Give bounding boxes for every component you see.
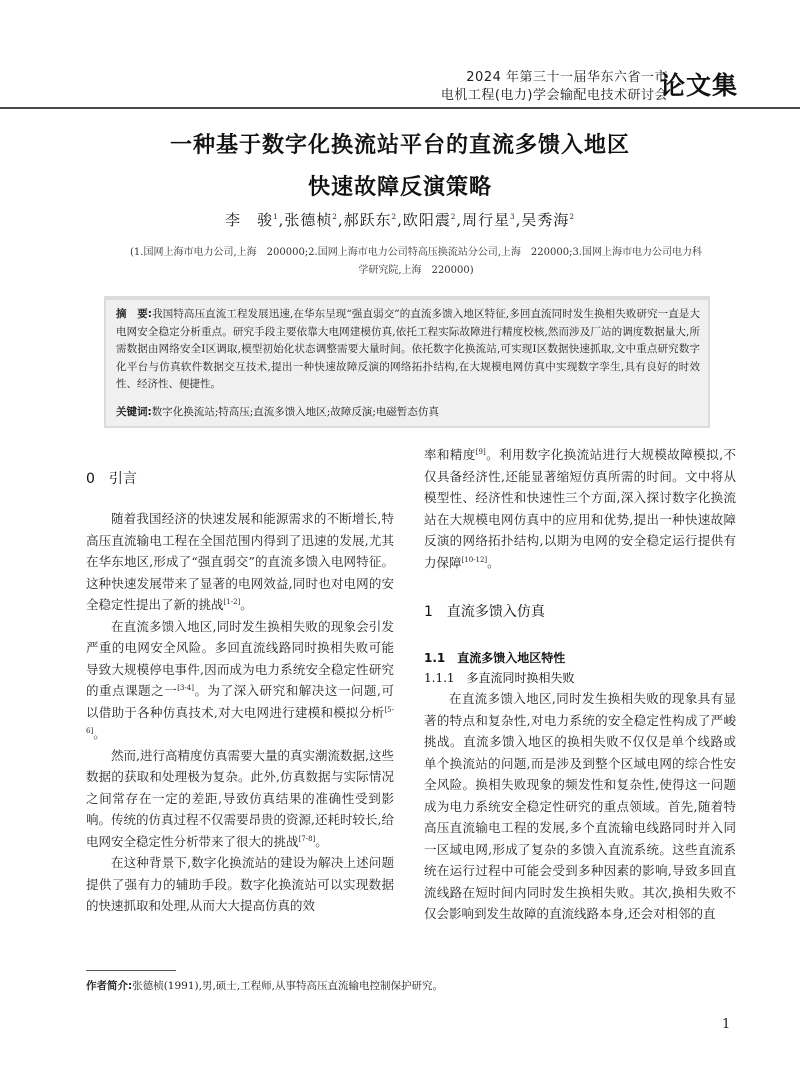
header-rule [0, 107, 800, 109]
subsubsection-heading-1-1-1: 1.1.1 多直流同时换相失败 [424, 671, 575, 685]
keywords-label: 关键词: [116, 406, 152, 418]
author-bio-footnote: 作者简介:张德桢(1991),男,硕士,工程师,从事特高压直流输电控制保护研究。 [86, 980, 443, 992]
author-list: 李 骏$^1$,张德桢$^2$,郝跃东$^2$,欧阳震$^2$,周行星$^3$,吴秀海$^2$ [225, 211, 575, 229]
paragraph: 在直流多馈入地区,同时发生换相失败的现象具有显著的特点和复杂性,对电力系统的安全稳定性构成了严峻挑战。直流多馈入地区的换相失败不仅仅是单个线路或单个换流站的问题,而是涉及到整个区域电网的综合性安全风险。换相失败现象的频发性和复杂性,使得这一问题成为电力系统安全稳定性研究的重点领域。首先,随着特高压直流输电工程的发展,多个直流输电线路同时并入同一区域电网,形成了复杂的多馈入直流系统。这些直流系统在运行过程中可能会受到多种因素的影响,导致多回直流线路在短时间内同时发生换相失败。其次,换相失败不仅会影响到发生故障的直流线路本身,还会对相邻的直 [424, 691, 736, 921]
paragraph: 随着我国经济的快速发展和能源需求的不断增长,特高压直流输电工程在全国范围内得到了迅速的发展,尤其在华东地区,形成了“强直弱交”的直流多馈入电网特征。这种快速发展带来了显著的电网效益,同时也对电网的安全稳定性提出了新的挑战[1-2]。 [86, 511, 394, 612]
right-column-top [424, 444, 736, 573]
footnote-rule [86, 970, 176, 971]
affiliations-line1: (1.国网上海市电力公司,上海 200000;2.国网上海市电力公司特高压换流站分公司,上海 220000;3.国网上海市电力公司电力科 [130, 247, 702, 258]
author: 张德桢$^2$ [284, 211, 338, 229]
section-heading-1: 1 直流多馈入仿真 [424, 604, 545, 620]
paragraph: 然而,进行高精度仿真需要大量的真实潮流数据,这些数据的获取和处理极为复杂。此外,仿真数据与实际情况之间常存在一定的差距,导致仿真结果的准确性受到影响。传统的仿真过程不仅需要昂贵的资源,还耗时较长,给电网安全稳定性分析带来了很大的挑战[7-8]。 [86, 747, 394, 849]
header-conference-line2: 电机工程(电力)学会输配电技术研讨会 [440, 88, 668, 103]
subsection-heading-1-1: 1.1 直流多馈入地区特性 [424, 651, 566, 665]
page-number: 1 [722, 1017, 731, 1032]
footnote-label: 作者简介: [86, 980, 133, 992]
section-heading-intro: 0 引言 [86, 471, 137, 487]
author: 周行星$^3$ [462, 211, 516, 229]
abstract-text: 摘 要:我国特高压直流工程发展迅速,在华东呈现“强直弱交”的直流多馈入地区特征,多回直流同时发生换相失败研究一直是大电网安全稳定分析重点。研究手段主要依靠大电网建模仿真,依托工程实际故障进行精度校核,然而涉及厂站的调度数据量大,所需数据由网络安全Ⅰ区调取,模型初始化状态调整需要大量时间。依托数字化换流站,可实现Ⅰ区数据快速抓取,文中重点研究数字化平台与仿真软件数据交互技术,提出一种快速故障反演的网络拓扑结构,在大规模电网仿真中实现数字孪生,具有良好的时效性、经济性、便捷性。 [116, 308, 700, 390]
keywords: 关键词:数字化换流站;特高压;直流多馈入地区;故障反演;电磁暂态仿真 [116, 406, 439, 418]
left-column-body [86, 508, 394, 917]
paragraph: 率和精度[9]。利用数字化换流站进行大规模故障模拟,不仅具备经济性,还能显著缩短仿真所需的时间。文中将从模型性、经济性和快速性三个方面,深入探讨数字化换流站在大规模电网仿真中的应用和优势,提出一种快速故障反演的网络拓扑结构,以期为电网的安全稳定运行提供有力保障[10-12]。 [424, 447, 736, 570]
author: 吴秀海$^2$ [521, 211, 575, 229]
affiliations-line2: 学研究院,上海 220000) [358, 265, 474, 276]
author: 李 骏$^1$ [225, 211, 279, 229]
header-conference-line1: 2024 年第三十一届华东六省一市 [466, 70, 668, 85]
paper-title-line2: 快速故障反演策略 [307, 175, 492, 200]
header-proceedings-label: 论文集 [659, 71, 738, 100]
author: 郝跃东$^2$ [343, 211, 398, 229]
author: 欧阳震$^2$ [402, 211, 457, 229]
abstract-label: 摘 要: [116, 308, 153, 320]
paper-title-line1: 一种基于数字化换流站平台的直流多馈入地区 [169, 133, 630, 158]
paragraph: 在直流多馈入地区,同时发生换相失败的现象会引发严重的电网安全风险。多回直流线路同时换相失败可能导致大规模停电事件,因而成为电力系统安全稳定性研究的重点课题之一[3-4]。为了深入研究和解决这一问题,可以借助于各种仿真技术,对大电网进行建模和模拟分析[5-6]。 [86, 618, 394, 741]
right-column-body [424, 688, 736, 925]
abstract-box [106, 300, 708, 426]
paragraph: 在这种背景下,数字化换流站的建设为解决上述问题提供了强有力的辅助手段。数字化换流站可以实现数据的快速抓取和处理,从而大大提高仿真的效 [86, 855, 394, 913]
